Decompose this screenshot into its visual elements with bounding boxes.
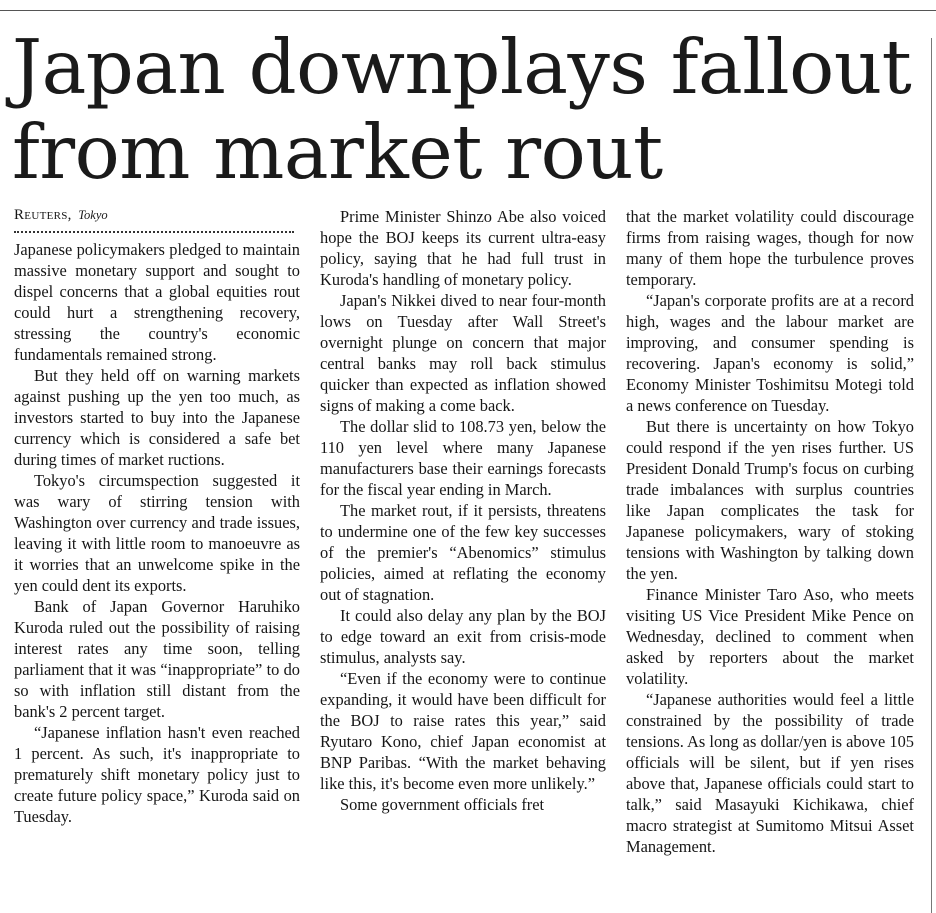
byline [14,206,300,228]
paragraph: “Japanese inflation hasn't even reached 1 percent. As such, it's inappropriate to prematurely shift monetary policy just to create future policy space,” Kuroda said on Tuesday. [14,723,300,826]
paragraph: But they held off on warning markets against pushing up the yen too much, as investors started to buy into the Japanese currency which is considered a safe bet during times of market ructions. [14,366,300,469]
column-2 [320,206,606,815]
paragraph: Tokyo's circumspection suggested it was wary of stirring tension with Washington over currency and trade issues, leaving it with little room to manoeuvre as it worries that an unwelcome spike in the yen could dent its exports. [14,471,300,595]
paragraph: Prime Minister Shinzo Abe also voiced hope the BOJ keeps its current ultra-easy policy, saying that he had full trust in Kuroda's handling of monetary policy. [320,207,606,289]
paragraph: But there is uncertainty on how Tokyo could respond if the yen rises further. US President Donald Trump's focus on curbing trade imbalances with surplus countries like Japan complicates the task for Japanese policymakers, wary of stoking tensions with Washington by talking down the yen. [626,417,914,583]
paragraph: “Japanese authorities would feel a little constrained by the possibility of trade tensions. As long as dollar/yen is above 105 officials will be silent, but if yen rises above that, Japanese officials could start to talk,” said Masayuki Kichikawa, chief macro strategist at Sumitomo Mitsui Asset Management. [626,690,914,856]
paragraph: The dollar slid to 108.73 yen, below the 110 yen level where many Japanese manufacturers base their earnings forecasts for the fiscal year ending in March. [320,417,606,499]
byline-divider [14,231,294,233]
paragraph: that the market volatility could discourage firms from raising wages, though for now many of them hope the turbulence proves temporary. [626,207,914,289]
paragraph: Japan's Nikkei dived to near four-month lows on Tuesday after Wall Street's overnight plunge on concern that major central banks may roll back stimulus quicker than expected as inflation showed signs of making a come back. [320,291,606,415]
column-1 [14,206,300,827]
headline [12,25,924,195]
column-edge-rule [931,38,932,913]
paragraph: Bank of Japan Governor Haruhiko Kuroda ruled out the possibility of raising interest rates any time soon, telling parliament that it was “inappropriate” to do so with inflation still distant from the bank's 2 percent target. [14,597,300,721]
column-3 [626,206,914,857]
paragraph: The market rout, if it persists, threatens to undermine one of the few key successes of the premier's “Abenomics” stimulus policies, aimed at reflating the economy out of stagnation. [320,501,606,604]
paragraph: “Japan's corporate profits are at a record high, wages and the labour market are improving, and consumer spending is recovering. Japan's economy is solid,” Economy Minister Toshimitsu Motegi told a news conference on Tuesday. [626,291,914,415]
paragraph: Some government officials fret [340,795,545,814]
paragraph: Japanese policymakers pledged to maintain massive monetary support and sought to dispel concerns that a global equities rout could hurt a strengthening recovery, stressing the country's economic fundamentals remained strong. [14,240,300,364]
byline-city: Tokyo [78,208,108,222]
paragraph: Finance Minister Taro Aso, who meets visiting US Vice President Mike Pence on Wednesday, declined to comment when asked by reporters about the market volatility. [626,585,914,688]
paragraph: It could also delay any plan by the BOJ to edge toward an exit from crisis-mode stimulus, analysts say. [320,606,606,667]
headline-line-1: Japan downplays fallout [12,23,912,111]
top-rule [0,10,936,11]
headline-line-2: from market rout [12,108,663,196]
byline-agency: Reuters, [14,207,72,223]
paragraph: “Even if the economy were to continue expanding, it would have been difficult for the BOJ to raise rates this year,” said Ryutaro Kono, chief Japan economist at BNP Paribas. “With the market behaving like this, it's become even more unlikely.” [320,669,606,793]
